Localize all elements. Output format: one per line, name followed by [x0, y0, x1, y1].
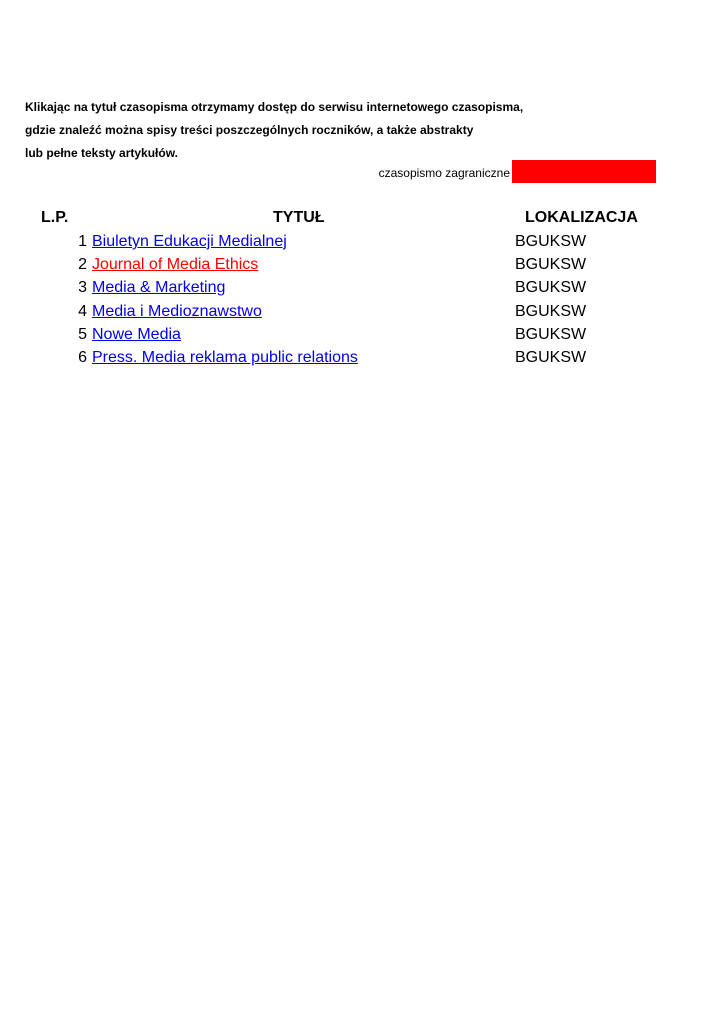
row-number: 1	[78, 233, 87, 250]
header-lp: L.P.	[41, 209, 69, 226]
journal-title-link[interactable]: Media & Marketing	[92, 279, 226, 297]
journal-title-link[interactable]: Press. Media reklama public relations	[92, 348, 358, 366]
legend	[330, 160, 656, 183]
table-row	[0, 300, 725, 323]
header-title: TYTUŁ	[273, 209, 325, 226]
row-location: BGUKSW	[515, 348, 587, 366]
row-location: BGUKSW	[515, 256, 587, 274]
table-row	[0, 276, 725, 299]
legend-label: czasopismo zagraniczne	[378, 166, 510, 180]
intro-text	[25, 96, 523, 165]
row-number: 6	[78, 348, 87, 366]
intro-line-3: lub pełne teksty artykułów.	[25, 146, 178, 160]
journals-table	[0, 207, 725, 369]
row-number: 2	[78, 256, 87, 274]
journal-title-link[interactable]: Nowe Media	[92, 325, 181, 343]
journal-title-link[interactable]: Media i Medioznawstwo	[92, 302, 262, 320]
table-row	[0, 253, 725, 276]
row-number: 3	[78, 279, 87, 297]
row-location: BGUKSW	[515, 279, 587, 297]
legend-red-swatch	[512, 160, 656, 183]
row-location: BGUKSW	[515, 325, 587, 343]
header-location: LOKALIZACJA	[525, 209, 638, 226]
intro-line-1: Klikając na tytuł czasopisma otrzymamy dostęp do serwisu internetowego czasopisma,	[25, 100, 524, 114]
table-row	[0, 346, 725, 369]
intro-line-2: gdzie znaleźć można spisy treści poszczególnych roczników, a także abstrakty	[25, 123, 474, 137]
row-location: BGUKSW	[515, 302, 587, 320]
row-number: 5	[78, 325, 87, 343]
journal-title-link[interactable]: Biuletyn Edukacji Medialnej	[92, 233, 287, 250]
table-row	[0, 230, 725, 253]
journal-title-link[interactable]: Journal of Media Ethics	[92, 256, 259, 274]
row-location: BGUKSW	[515, 233, 587, 250]
row-number: 4	[78, 302, 87, 320]
table-row	[0, 323, 725, 346]
table-header	[0, 207, 725, 230]
